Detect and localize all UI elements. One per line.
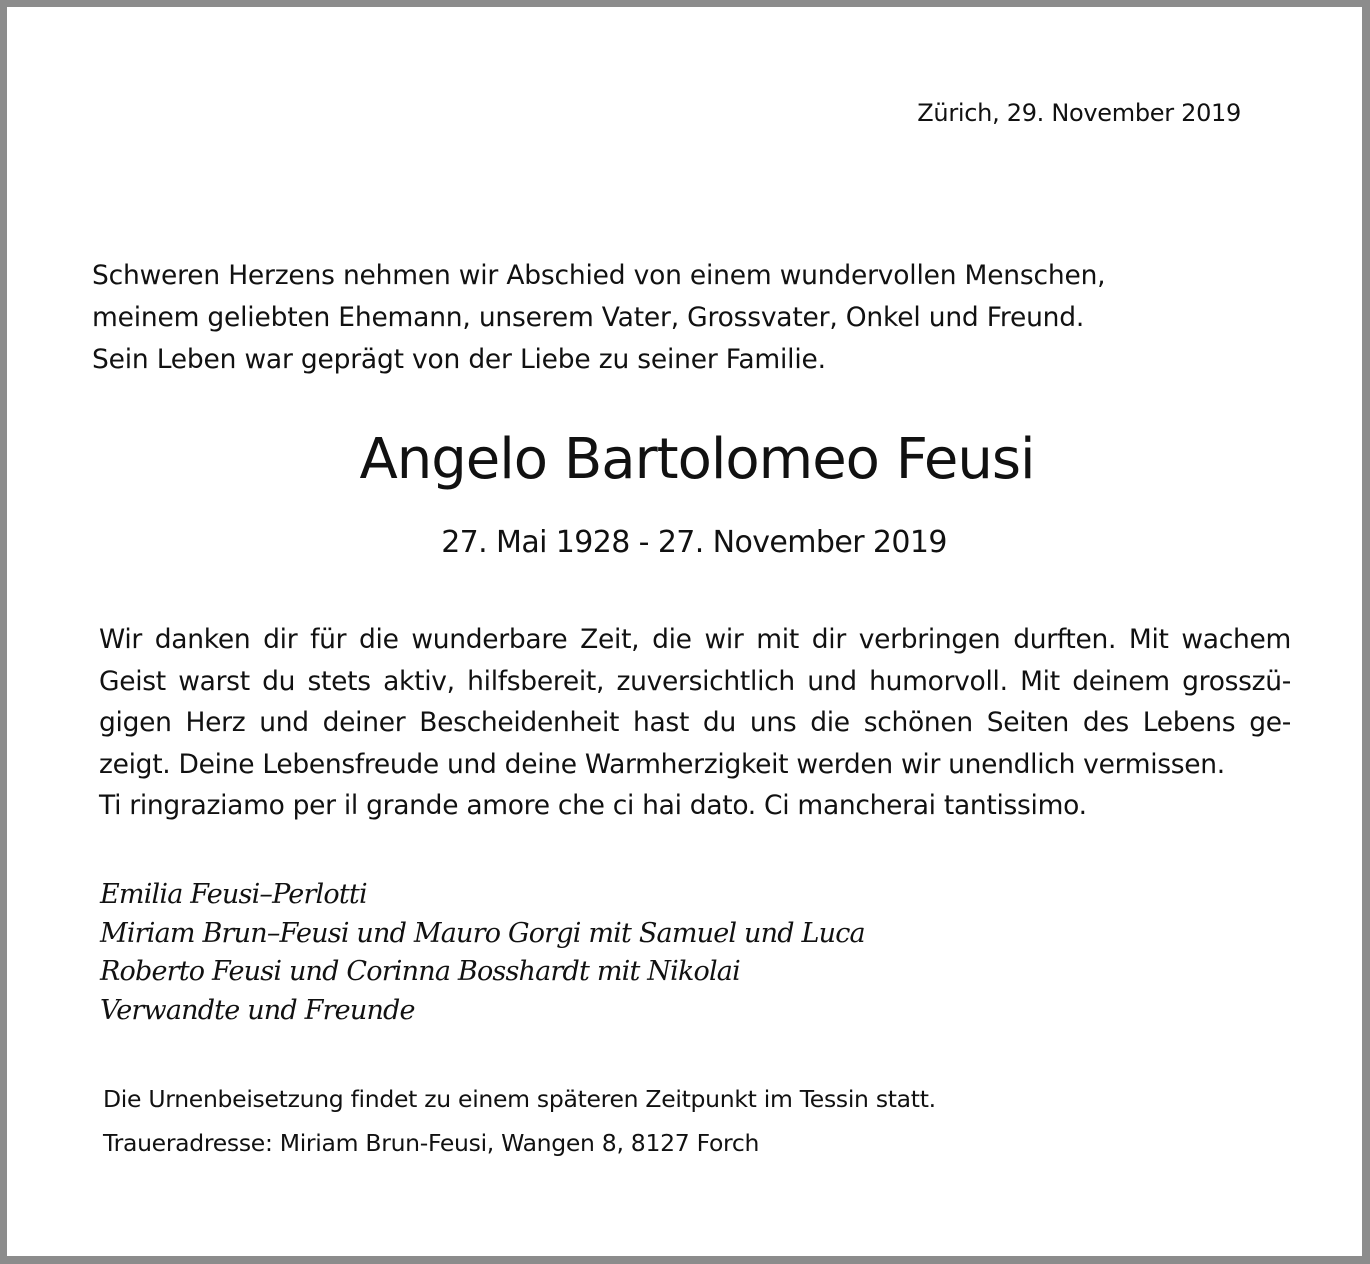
intro-paragraph [92,255,1105,381]
life-dates: 27. Mai 1928 - 27. November 2019 [441,525,947,560]
mourner-line: Miriam Brun–Feusi und Mauro Gorgi mit Samuel und Luca [100,917,865,949]
mourning-address: Traueradresse: Miriam Brun-Feusi, Wangen 8, 8127 Forch [103,1129,760,1157]
place-date: Zürich, 29. November 2019 [917,99,1241,127]
burial-note: Die Urnenbeisetzung findet zu einem späteren Zeitpunkt im Tessin statt. [103,1085,936,1113]
mourners-list [100,876,865,1030]
notes-section [103,1077,936,1165]
intro-line: Schweren Herzens nehmen wir Abschied von einem wundervollen Menschen, [92,260,1106,291]
intro-line: meinem geliebten Ehemann, unserem Vater, Grossvater, Onkel und Freund. [92,302,1085,333]
mourner-line: Verwandte und Freunde [100,994,415,1026]
tribute-line: Wir danken dir für die wunderbare Zeit, die wir mit dir verbringen durften. Mit wachem [99,624,1291,655]
deceased-name: Angelo Bartolomeo Feusi [359,427,1035,492]
tribute-line: gigen Herz und deiner Bescheidenheit hast du uns die schönen Seiten des Lebens ge- [99,707,1291,738]
mourner-line: Roberto Feusi und Corinna Bosshardt mit Nikolai [100,956,740,987]
tribute-line: Geist warst du stets aktiv, hilfsbereit, zuversichtlich und humorvoll. Mit deinem grosszü- [99,665,1291,697]
intro-line: Sein Leben war geprägt von der Liebe zu seiner Familie. [92,344,826,375]
tribute-paragraph [99,619,1291,827]
tribute-line: zeigt. Deine Lebensfreude und deine Warmherzigkeit werden wir unendlich vermissen. [99,748,1225,780]
mourner-line: Emilia Feusi–Perlotti [100,879,367,910]
tribute-line: Ti ringraziamo per il grande amore che ci hai dato. Ci mancherai tantissimo. [99,790,1087,821]
